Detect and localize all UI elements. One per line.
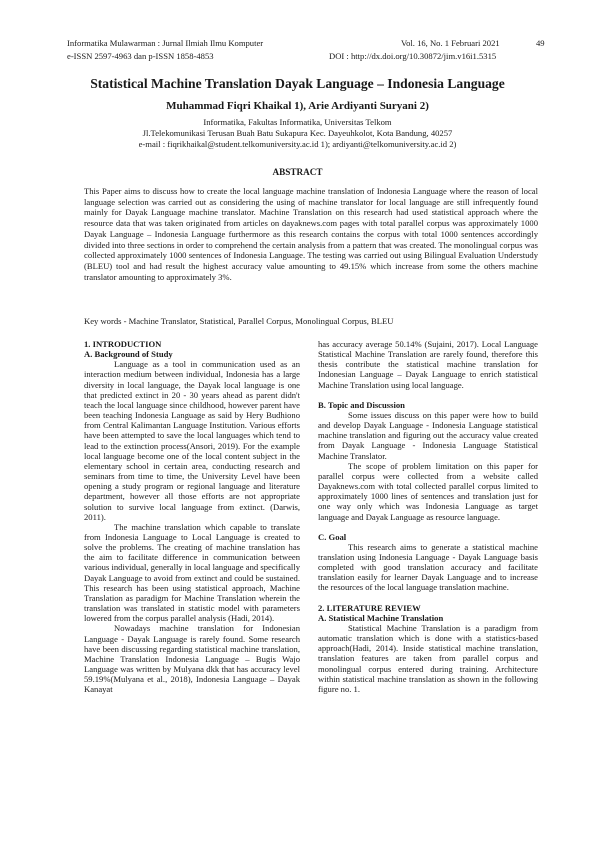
abstract-text: This Paper aims to discuss how to create the local language machine translation of Indonesia Language where the reason of local language selection was carried out as considering the using of machine translator for local language are still infrequently found mainly for Dayak Language machine translator. Machine Translation on this research had used statistical approach where the resource data that was taken originated from articles on dayaknews.com pages with total parallel corpus was approximately 1000 Dayak Language – Indonesia Language furthermore as this research contains the corpus with total 1000 sentences accordingly divided into three sections in order to comprehend the certain analysis from a pattern that was created. The monolingual corpus was collected approximately 1000 sentences of Indonesia Language. The testing was carried out using Bilingual Evaluation Understudy (BLEU) tool and had result the highest accuracy value amounting to 49.15% which increase from some the others machine translator amounting to approximately 3%. (84, 186, 538, 282)
issn-line: e-ISSN 2597-4963 dan p-ISSN 1858-4853 (67, 51, 214, 61)
abstract-heading: ABSTRACT (272, 167, 323, 177)
affiliation-line-2: Jl.Telekomunikasi Terusan Buah Batu Sukapura Kec. Dayeuhkolot, Kota Bandung, 40257 (142, 128, 453, 138)
author-list: Muhammad Fiqri Khaikal 1), Arie Ardiyanti Suryani 2) (166, 100, 429, 112)
keywords: Key words - Machine Translator, Statistical, Parallel Corpus, Monolingual Corpus, BLEU (84, 316, 394, 326)
email-line: e-mail : fiqrikhaikal@student.telkomuniversity.ac.id 1); ardiyanti@telkomuniversity.ac.id 2) (138, 139, 457, 149)
subsection-heading-goal: C. Goal (318, 531, 347, 542)
subsection-heading-background: A. Background of Study (84, 349, 173, 360)
paragraph: Some issues discuss on this paper were how to build and develop Dayak Language - Indonesia Language statistical machine translation and figuring out the accuracy value created from Dayak Language - Indonesia Language Statistical Machine Translator. (318, 409, 538, 461)
paragraph: Statistical Machine Translation is a paradigm from automatic translation which is done with a statistics-based approach(Hadi, 2014). Inside statistical machine translation, translation features are taken from parallel corpus and monolingual corpus entered during training. Architecture within statistical machine translation as shown in the following figure no. 1. (318, 622, 538, 694)
paragraph: Language as a tool in communication used as an interaction medium between individual, Indonesia has a large diversity in local language, the Dayak local language is one that predicted extinct in 20 - 30 years ahead as parent didn't teach the local language since childhood, however parent have been teaching Indonesia Language as said by Hery Budhiono from Central Kalimantan Language Institution. Various efforts have been attempted to save the local languages which tend to lead to the extinction process(Ansori, 2019). For the example local language become one of the local content subject in the elementary school in certain area, conducting research and seminars from time to time, the University Level have been opening a study program or regional language and literature department, however all those efforts are not appropriate solution to survive local language from extinct. (Darwis, 2011). (84, 359, 300, 522)
section-heading-introduction: 1. INTRODUCTION (84, 339, 162, 349)
paragraph: has accuracy average 50.14% (Sujaini, 2017). Local Language Statistical Machine Translation are rarely found, therefore this thesis contribute the statistical machine translation for Indonesian Language – Dayak Language to enrich statistical Machine Translation using local language. (318, 339, 538, 390)
journal-name: Informatika Mulawarman : Jurnal Ilmiah Ilmu Komputer (67, 38, 264, 48)
affiliation-line-1: Informatika, Fakultas Informatika, Universitas Telkom (203, 117, 392, 127)
paragraph: This research aims to generate a statistical machine translation using Indonesia Language - Dayak Language basis completed with good translation accuracy and facilitate translation easily for learner Dayak Language and to increase the resources of the local language translation machine. (318, 541, 538, 593)
section-heading-literature-review: 2. LITERATURE REVIEW (318, 602, 421, 613)
paragraph: The scope of problem limitation on this paper for parallel corpus were collected from a website called Dayaknews.com with total collected parallel corpus limited to approximately 1000 lines of sentences and translation just for one way only which was Indonesia Language as target language and Dayak Language as resource language. (318, 460, 538, 522)
doi-line: DOI : http://dx.doi.org/10.30872/jim.v16i1.5315 (329, 51, 497, 61)
volume-info: Vol. 16, No. 1 Februari 2021 (401, 38, 500, 48)
page-number: 49 (536, 38, 545, 48)
right-column (318, 339, 538, 694)
paper-title: Statistical Machine Translation Dayak Language – Indonesia Language (90, 76, 505, 91)
paragraph: Nowadays machine translation for Indonesian Language - Dayak Language is rarely found. Some research have been discussing regarding statistical machine translation, Machine Translation Indonesia Language – Bugis Wajo Language was written by Mulyana dkk that has accuracy level 59.19%(Mulyana et al., 2018), Indonesia Language – Dayak Kanayat (84, 623, 300, 695)
paragraph: The machine translation which capable to translate from Indonesia Language to Local Language is created to solve the problems. The creating of machine translation has the aim to facilitate difference in communication between various individual, generally in local language and specifically Dayak Language to avoid from extinct and could be sustained. This research has been using statistical approach, Machine Translation as paradigm for Machine Translation wherein the translation was translated in statistic model with parameters lowered from the corpus parallel analysis (Hadi, 2014). (84, 521, 300, 624)
left-column (84, 339, 300, 694)
subsection-heading-topic: B. Topic and Discussion (318, 399, 405, 410)
subsection-heading-smt: A. Statistical Machine Translation (318, 612, 444, 623)
